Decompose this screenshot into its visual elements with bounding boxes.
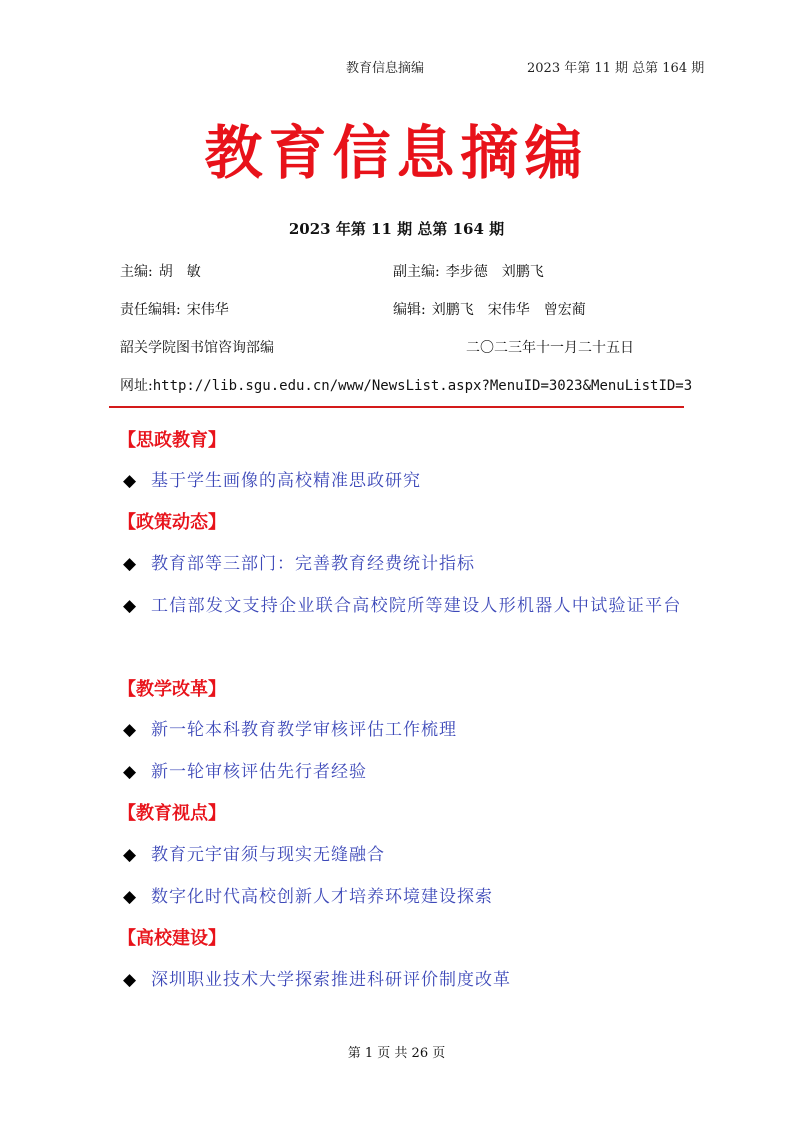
article-link[interactable]: 基于学生画像的高校精准思政研究 — [151, 471, 421, 491]
article-item[interactable] — [123, 709, 683, 751]
responsible-editor — [120, 300, 229, 320]
section-title-university-building: 【高校建设】 — [118, 928, 226, 949]
article-item[interactable] — [123, 834, 683, 876]
chief-editor — [120, 262, 201, 282]
website-label: 网址: — [120, 378, 153, 394]
header-divider — [109, 406, 684, 408]
article-item[interactable] — [123, 959, 683, 1001]
website — [120, 376, 693, 396]
responsible-editor-label: 责任编辑: — [120, 302, 181, 318]
issue-date: 二〇二三年十一月二十五日 — [466, 340, 634, 356]
article-item[interactable] — [123, 876, 683, 918]
section-title-policy: 【政策动态】 — [118, 512, 226, 533]
chief-editor-label: 主编: — [120, 264, 153, 280]
section-title-sizheng: 【思政教育】 — [118, 430, 226, 451]
deputy-editor-label: 副主编: — [393, 264, 440, 280]
section-title-viewpoint: 【教育视点】 — [118, 803, 226, 824]
article-item[interactable] — [123, 751, 683, 793]
masthead-title: 教育信息摘编 — [204, 119, 589, 187]
article-link[interactable]: 教育部等三部门：完善教育经费统计指标 — [151, 554, 475, 574]
page-number: 第 1 页 共 26 页 — [347, 1046, 446, 1061]
article-link[interactable]: 数字化时代高校创新人才培养环境建设探索 — [151, 887, 493, 907]
section-title-teaching-reform: 【教学改革】 — [118, 679, 226, 700]
diamond-bullet-icon: ◆ — [123, 471, 137, 491]
article-item[interactable] — [123, 585, 683, 627]
editors-label: 编辑: — [393, 302, 426, 318]
article-link[interactable]: 新一轮本科教育教学审核评估工作梳理 — [151, 720, 457, 740]
diamond-bullet-icon: ◆ — [123, 596, 137, 616]
article-link[interactable]: 新一轮审核评估先行者经验 — [151, 762, 367, 782]
article-link[interactable]: 工信部发文支持企业联合高校院所等建设人形机器人中试验证平台 — [151, 596, 682, 616]
running-header-issue: 2023 年第 11 期 总第 164 期 — [527, 61, 705, 76]
article-link[interactable]: 深圳职业技术大学探索推进科研评价制度改革 — [151, 970, 511, 990]
editors-names: 刘鹏飞 宋伟华 曾宏蔺 — [431, 302, 586, 318]
diamond-bullet-icon: ◆ — [123, 554, 137, 574]
diamond-bullet-icon: ◆ — [123, 762, 137, 782]
diamond-bullet-icon: ◆ — [123, 887, 137, 907]
diamond-bullet-icon: ◆ — [123, 845, 137, 865]
running-header — [0, 57, 793, 77]
issue-line: 2023 年第 11 期 总第 164 期 — [288, 220, 505, 238]
article-item[interactable] — [123, 460, 683, 502]
diamond-bullet-icon: ◆ — [123, 970, 137, 990]
deputy-editor — [393, 262, 544, 282]
responsible-editor-name: 宋伟华 — [186, 302, 229, 318]
website-link[interactable]: http://lib.sgu.edu.cn/www/NewsList.aspx?MenuID=3023&MenuListID=3 — [152, 378, 693, 394]
article-link[interactable]: 教育元宇宙须与现实无缝融合 — [151, 845, 385, 865]
running-header-title: 教育信息摘编 — [346, 61, 425, 76]
article-item[interactable] — [123, 543, 683, 585]
diamond-bullet-icon: ◆ — [123, 720, 137, 740]
editors — [393, 300, 586, 320]
deputy-editor-names: 李步德 刘鹏飞 — [445, 264, 544, 280]
compiler: 韶关学院图书馆咨询部编 — [120, 340, 274, 356]
chief-editor-name: 胡 敏 — [158, 264, 201, 280]
